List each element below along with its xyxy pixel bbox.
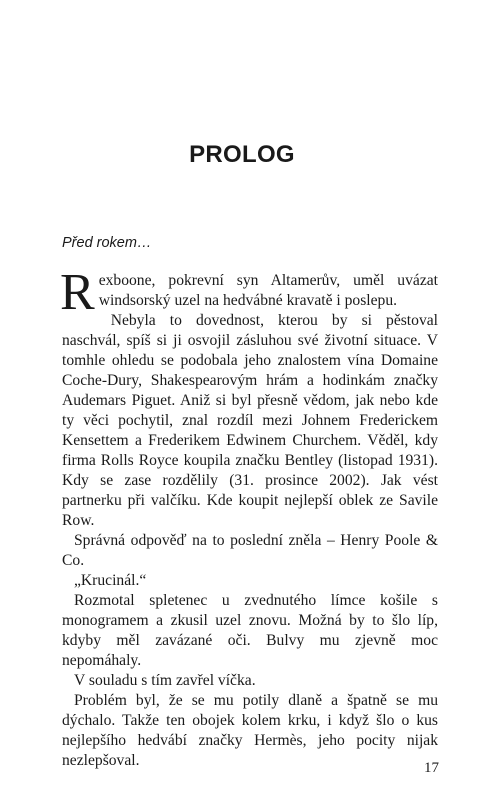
drop-cap: R bbox=[60, 264, 95, 321]
paragraph-3: Správná odpověď na to poslední zněla – Henry Poole & Co. bbox=[62, 532, 438, 569]
paragraph-2: Nebyla to dovednost, kterou by si pěstoval naschvál, spíš si ji osvojil zásluhou své životní situace. V tomhle ohledu se podobala jeho znalostem vína Domaine Coche-Dury, Shakespearovým hrám a hodinkám značky Audemars Piguet. Aniž si byl přesně vědom, jak nebo kde ty věci pochytil, znal rozdíl mezi Johnem Frederickem Kensettem a Frederikem Edwinem Churchem. Věděl, kdy firma Rolls Royce koupila značku Bentley (listopad 1931). Kdy se zase rozdělily (31. prosince 2002). Jak vést partnerku při valčíku. Kde koupit nejlepší oblek ze Savile Row. bbox=[62, 312, 438, 529]
paragraph-1 bbox=[60, 264, 438, 321]
chapter-title: PROLOG bbox=[189, 141, 295, 168]
paragraph-4: „Krucinál.“ bbox=[74, 572, 147, 589]
chapter-subtitle: Před rokem… bbox=[62, 235, 152, 251]
paragraph-1-text: exboone, pokrevní syn Altamerův, uměl uvázat windsorský uzel na hedvábné kravatě i poslepu. bbox=[98, 272, 438, 309]
paragraph-5: Rozmotal spletenec u zvednutého límce košile s monogramem a zkusil uzel znovu. Možná by to šlo líp, kdyby měl zavázané oči. Bulvy mu zjevně moc nepomáhaly. bbox=[62, 592, 438, 669]
paragraph-6: V souladu s tím zavřel víčka. bbox=[74, 672, 256, 689]
chapter-body bbox=[60, 264, 438, 771]
page-number: 17 bbox=[424, 760, 439, 776]
paragraph-7: Problém byl, že se mu potily dlaně a špatně se mu dýchalo. Takže ten obojek kolem krku, i když šlo o kus nejlepšího hedvábí značky Hermès, jeho pocity nijak nezlepšoval. bbox=[62, 692, 438, 769]
